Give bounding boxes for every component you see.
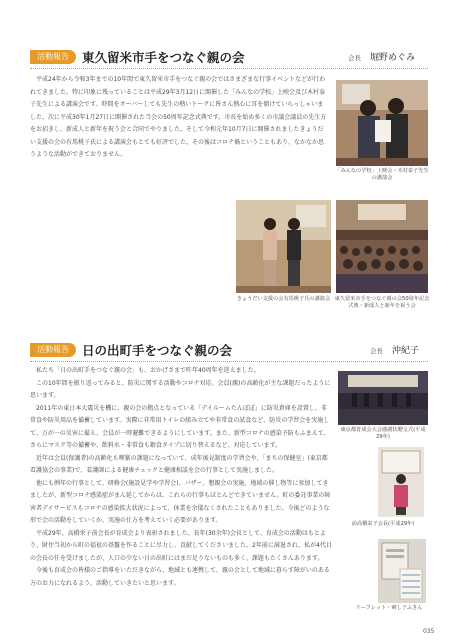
- body-paragraph: 私たち「日の出町手をつなぐ親の会」も、おかげさまで昨年40周年を迎えました。: [36, 367, 260, 374]
- section-title: 日の出町手をつなぐ親の会: [82, 343, 233, 358]
- ceremony-photo: [336, 200, 428, 293]
- chair-name: 沖紀子: [392, 346, 420, 356]
- body-paragraph: 今後も育成会の皆様のご指導をいただきながら、地域とも連携して、親の会として地域に暮らす障がいのある方のお力になれるよう、活動していきたいと思います。: [30, 567, 330, 587]
- leaflet-caption: リーフレット・刺し子ふきん: [355, 605, 423, 611]
- activity-report-badge: 活動報告: [30, 50, 76, 64]
- page-number: 035: [423, 628, 435, 635]
- leaflet-photo: [378, 539, 426, 603]
- section-hinode: [30, 343, 428, 623]
- former-chair-caption: 前高橋栄子会長(平成29年): [351, 521, 415, 527]
- title-underline: [30, 68, 428, 69]
- chair-role: 会長: [370, 347, 383, 355]
- section-body: [30, 365, 332, 590]
- award-ceremony-caption: 東京都育成会大会感謝状贈呈式(平成29年): [340, 427, 426, 440]
- body-paragraph: 2011年の東日本大震災を機に、親の会の拠点となっている「デイルームたんぽぽ」に防災倉庫を設置し、非常食や防災用品を備蓄しています。実際に非常用トイレの組み立てや非常食の試食など、防災の学習会を実施して、万が一の災害に備え、会員が一時避難できるようにしています。また、新型コロナの感染予防もふまえて、さらにマスク等の備蓄や、飲料水・非常食も銀食タイプに切り替えるなど、対応しています。: [30, 404, 330, 449]
- body-paragraph: 他にも例年の行事として、研修会(施設見学や学習会)、バザー、懇親会の実施、地域の催し物等に参加してきましたが、新型コロナ感染症がまん延してからは、これらの行事もほとんどできていません。町の委託事業の障害者デイサービスもコロナの感染拡大状況によって、休業を余儀なくされたこともありました。今後どのような形で会の活動をしていくか、実施の仕方を考えていく必要があります。: [30, 479, 331, 524]
- chair-name: 堀野めぐみ: [370, 53, 416, 63]
- sibling-support-caption: きょうだい支援の会有馬桃子氏の講演会: [236, 296, 331, 302]
- title-underline: [30, 361, 428, 362]
- section-higashikurume: [30, 50, 428, 330]
- award-ceremony-photo: [338, 371, 428, 425]
- body-paragraph: 平成29年、高橋栄子前会長が育成会より表彰されました。長年(30余年)会長として、育成会の活動はもとより、財住当初から町の福祉の基盤を作ることに尽力し、貢献してくださいました。2年前に満退され、私が4代目の会長の任を受けましたが、人口の少ない日の出町にはまだ足りないものも多く、課題もたくさんあります。: [30, 529, 332, 562]
- chair-role: 会長: [348, 54, 361, 62]
- former-chair-photo: [378, 447, 424, 517]
- activity-report-badge: 活動報告: [30, 343, 76, 357]
- sibling-support-photo: [236, 200, 331, 293]
- section-title: 東久留米市手をつなぐ親の会: [82, 50, 245, 65]
- section-body: 平成24年から令和3年までの10年間で東久留米市手をつなぐ親の会ではさまざまな行事イベントなどが行われてきました。特に印象に残っていることは平成29年3月12日に開催した「みんなの学校」上映会及び木村泰子先生による講演会です。時間をオーバーしても先生の熱いトークに皆さん熱心に耳を傾けていらっしゃいました。次に平成30年1月27日に開催された当会の50周年記念式典です。市長を始め多くの市議会議員の先生方をお招きし、新成人と新年を祝う会と合同でやりました。そして今和元年10月7日に開催されましたきょうだい支援の会の有馬桃子氏による講演会もとても好評でした。その後はコロナ禍ということもあり、なかなか思うような活動ができておりません。: [30, 76, 327, 158]
- body-paragraph: 近年は会員(保護者)の高齢化も喫緊の課題になっていて、成年後見制度の学習会や、「まちの保健室」(東京都看護協会の事業)で、看護師による健康チェックと健康相談を会の行事として実施しました。: [30, 454, 328, 474]
- lecture-photo-caption: 「みんなの学校」上映会・木村泰子先生の講演会: [335, 168, 429, 181]
- body-paragraph: この10年間を振り返ってみると、防災に関する活動やコロナ対応、会員(親)の高齢化が主な課題だったように思います。: [30, 379, 331, 399]
- ceremony-caption: 東久留米市手をつなぐ親の会50周年記念式典・新成人と新年を祝う会: [334, 296, 430, 309]
- lecture-photo: [336, 80, 428, 166]
